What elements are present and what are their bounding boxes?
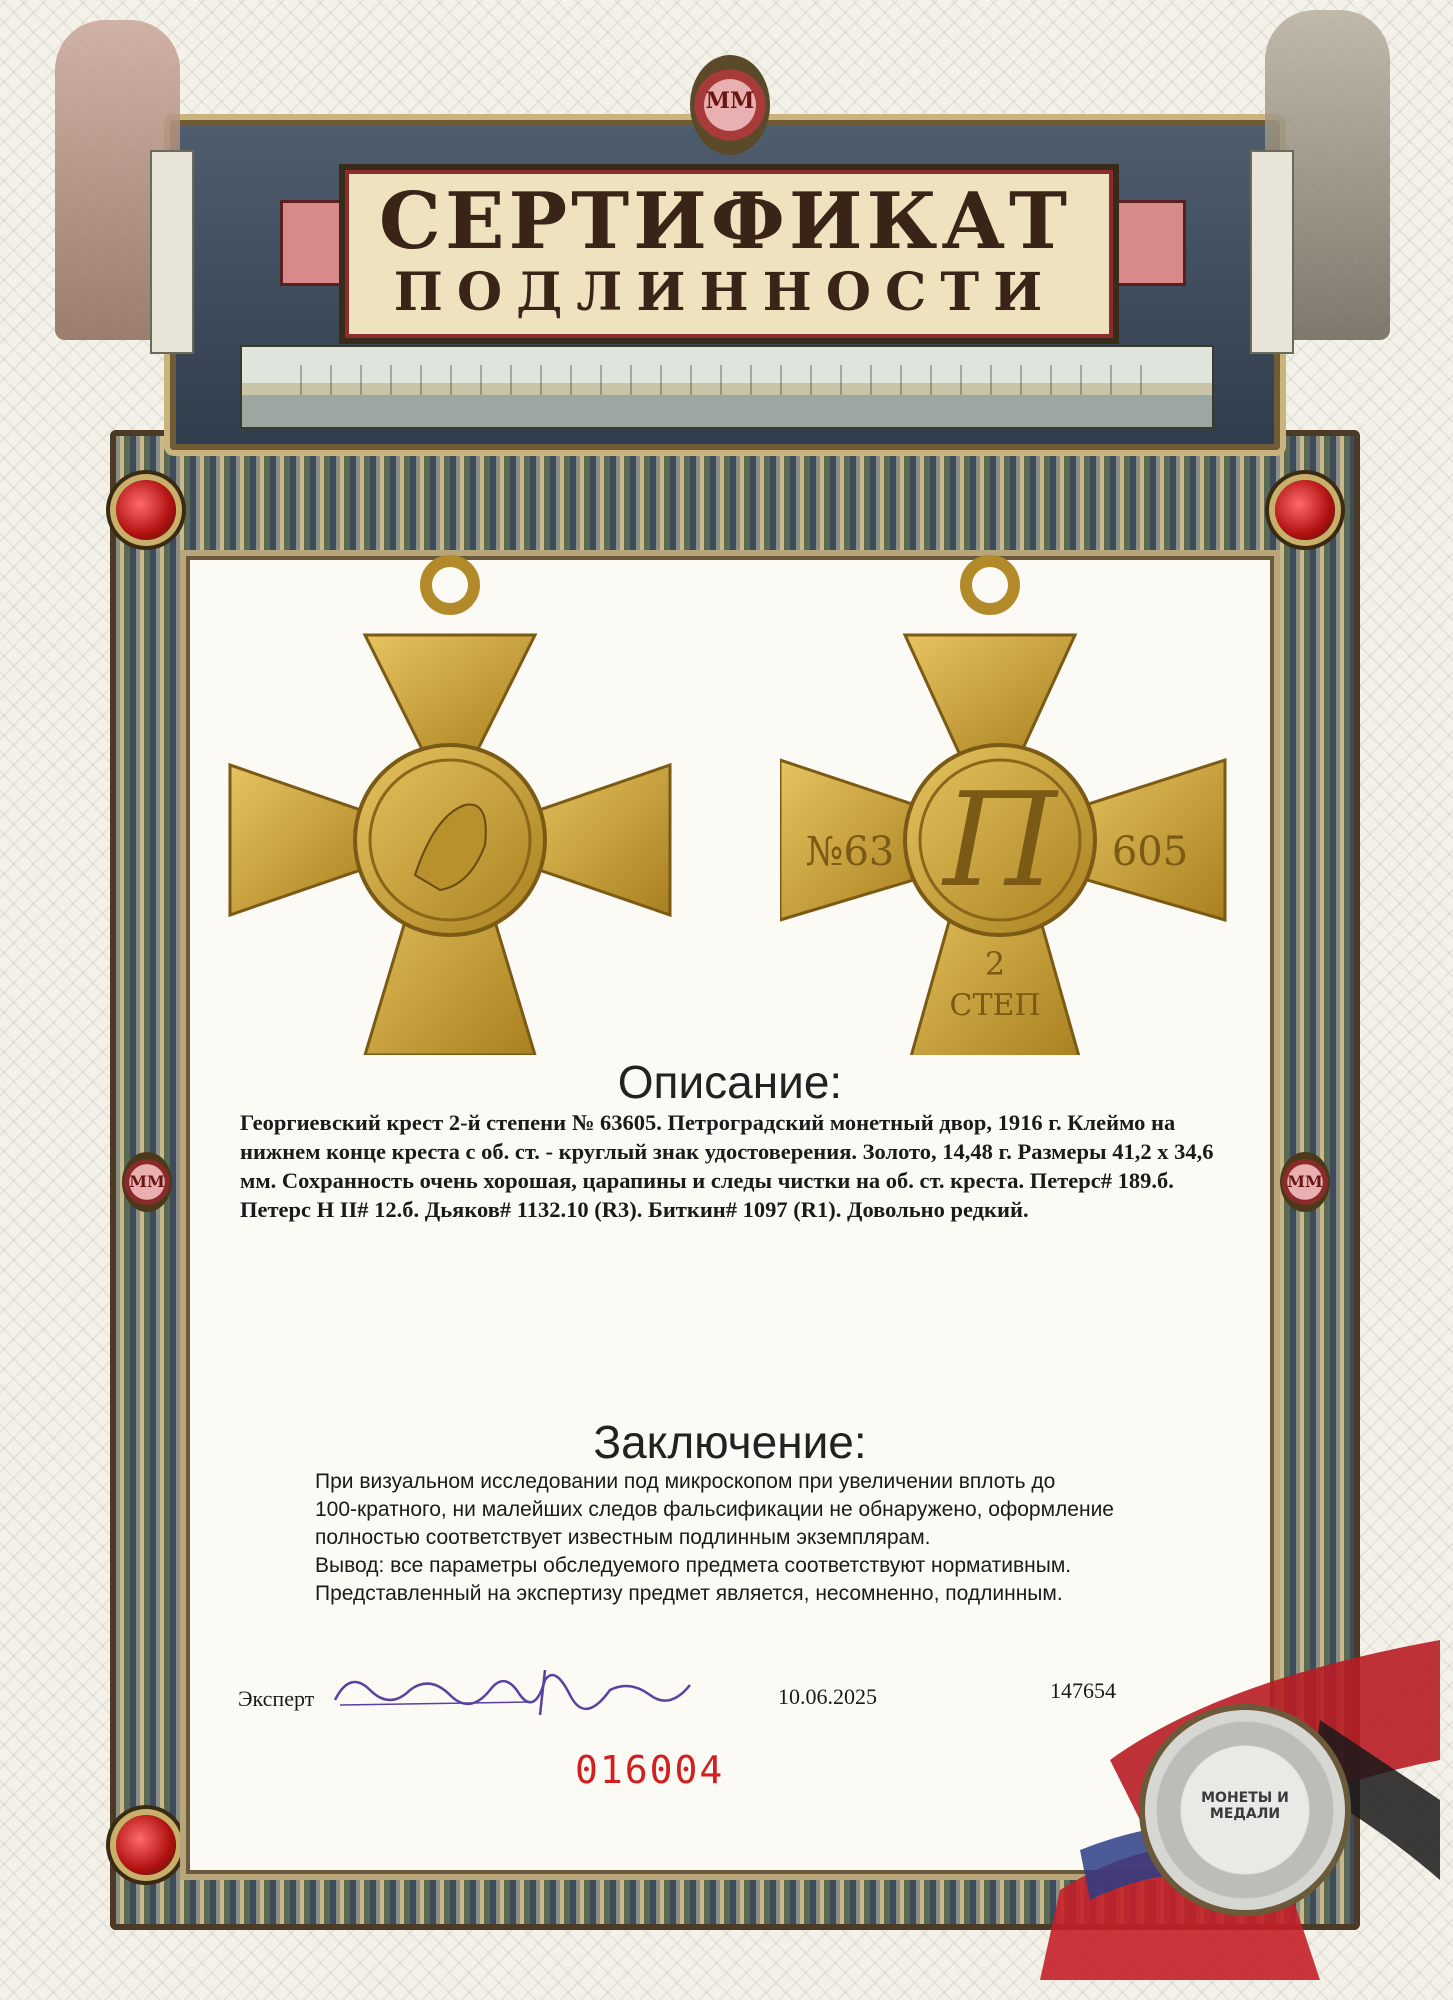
certificate-subtitle: ПОДЛИННОСТИ xyxy=(393,262,1057,323)
conclusion-line: Представленный на экспертизу предмет является, несомненно, подлинным. xyxy=(315,1582,1063,1605)
svg-text:П: П xyxy=(943,764,1057,916)
seal-text: МОНЕТЫ И МЕДАЛИ xyxy=(1201,1790,1289,1822)
expert-signature xyxy=(330,1660,710,1720)
st-george-cross-reverse-icon xyxy=(780,555,1230,1055)
jewel-top-left xyxy=(116,480,176,540)
serial-number: 016004 xyxy=(575,1748,725,1792)
city-skyline xyxy=(300,365,1150,395)
expert-label: Эксперт xyxy=(238,1686,315,1711)
column-left xyxy=(150,150,194,354)
reverse-number-right: 605 xyxy=(1111,829,1189,875)
conclusion-line: полностью соответствует известным подлинным экземплярам. xyxy=(315,1526,931,1549)
reverse-degree-word: СТЕП xyxy=(949,988,1041,1023)
st-george-cross-obverse-icon xyxy=(225,555,675,1055)
jewel-bottom-left xyxy=(116,1815,176,1875)
medallion-right-text: ММ xyxy=(1287,1172,1323,1191)
medallion-left-text: ММ xyxy=(129,1172,165,1191)
crest-emblem-text: ММ xyxy=(705,88,755,114)
jewel-top-right xyxy=(1275,480,1335,540)
conclusion-line: 100-кратного, ни малейших следов фальсификации не обнаружено, оформление xyxy=(315,1498,1114,1521)
reverse-degree: 2 xyxy=(984,945,1006,983)
reverse-number-left: №63 xyxy=(805,829,895,875)
column-right xyxy=(1250,150,1294,354)
conclusion-line: Вывод: все параметры обследуемого предмета соответствуют нормативным. xyxy=(315,1554,1072,1577)
certificate-number: 147654 xyxy=(1050,1678,1116,1703)
description-heading: Описание: xyxy=(617,1056,843,1108)
description-text: Георгиевский крест 2-й степени № 63605. Петроградский монетный двор, 1916 г. Клеймо на нижнем конце креста с об. ст. - круглый знак удостоверения. Золото, 14,48 г. Размеры 41,2 х 34,6 мм. Сохранность очень хорошая, царапины и следы чистки на об. ст. креста. Петерс# 189.б. Петерс Н II# 12.б. Дьяков# 1132.10 (R3). Биткин# 1097 (R1). Довольно редкий. xyxy=(240,1110,1214,1222)
certificate-title: СЕРТИФИКАТ xyxy=(378,176,1072,267)
conclusion-line: При визуальном исследовании под микроскопом при увеличении вплоть до xyxy=(315,1470,1056,1493)
conclusion-heading: Заключение: xyxy=(593,1416,867,1468)
certificate-date: 10.06.2025 xyxy=(778,1684,877,1709)
